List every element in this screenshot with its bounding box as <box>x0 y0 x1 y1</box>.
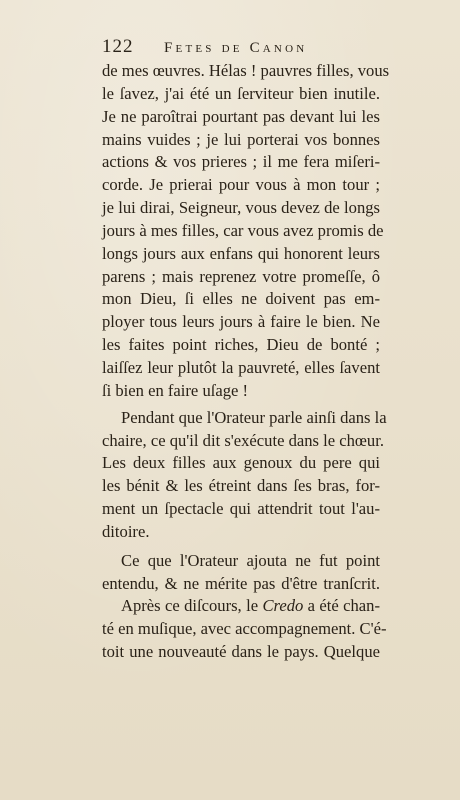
paragraph-orateur <box>102 407 387 544</box>
text-line: parens ; mais reprenez votre promeſſe, ô <box>102 266 380 286</box>
text-line: corde. Je prierai pour vous à mon tour ; <box>102 175 380 195</box>
text-line: jours à mes filles, car vous avez promis de <box>102 220 384 240</box>
running-head <box>102 36 378 58</box>
text-line: longs jours aux enfans qui honorent leurs <box>102 243 380 263</box>
text-line: Pendant que l'Orateur parle ainſi dans la <box>121 407 387 427</box>
body-text <box>102 60 390 664</box>
running-title: Fetes de Canon <box>164 40 308 56</box>
text-line: Les deux filles aux genoux du pere qui <box>102 453 380 473</box>
text-line: actions & vos prieres ; il me fera miſeri- <box>102 152 380 172</box>
text-line: laiſſez leur plutôt la pauvreté, elles ſavent <box>102 357 380 377</box>
text-line: Ce que l'Orateur ajouta ne fut point <box>121 550 380 570</box>
text-line: toit une nouveauté dans le pays. Quelque <box>102 642 380 662</box>
paragraph-credo <box>102 595 387 664</box>
text-line: Je ne paroîtrai pourtant pas devant lui les <box>102 106 380 126</box>
paragraph-prayer <box>102 60 390 403</box>
text-line: le ſavez, j'ai été un ſerviteur bien inutile. <box>102 83 380 103</box>
page-number: 122 <box>102 36 134 57</box>
text-line: ment un ſpectacle qui attendrit tout l'au- <box>102 499 380 519</box>
text-line: chaire, ce qu'il dit s'exécute dans le chœur. <box>102 430 384 450</box>
text-line: ſi bien en faire uſage ! <box>102 380 249 400</box>
text-line: ditoire. <box>102 521 150 541</box>
text-line: les bénit & les étreint dans ſes bras, for- <box>102 476 380 496</box>
text-line: té en muſique, avec accompagnement. C'é- <box>102 619 387 639</box>
text-line: je lui dirai, Seigneur, vous devez de longs <box>102 198 380 218</box>
text-line: mon Dieu, ſi elles ne doivent pas em- <box>102 289 380 309</box>
text-line: ployer tous leurs jours à faire le bien. Ne <box>102 312 380 332</box>
text-line: les faites point riches, Dieu de bonté ; <box>102 335 380 355</box>
text-line: Après ce diſcours, le Credo a été chan- <box>121 596 380 616</box>
text-line: mains vuides ; je lui porterai vos bonnes <box>102 129 380 149</box>
paragraph-ajouta <box>102 550 380 596</box>
text-line: entendu, & ne mérite pas d'être tranſcrit. <box>102 573 380 593</box>
text-line: de mes œuvres. Hélas ! pauvres filles, vous <box>102 61 390 80</box>
